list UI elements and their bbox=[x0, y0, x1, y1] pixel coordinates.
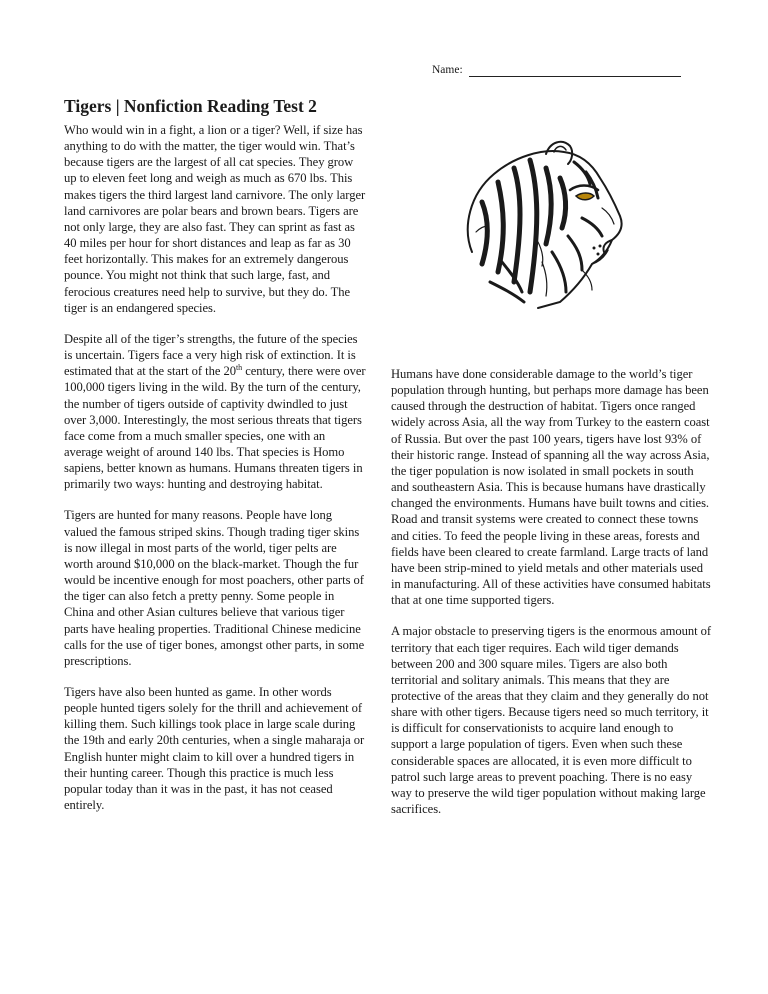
tiger-illustration-icon bbox=[442, 132, 628, 318]
paragraph-territory: A major obstacle to preserving tigers is the enormous amount of territory that each tiger requires. Each wild tiger demands between 200 and 300 square miles. Tigers are also both territorial and solitary animals. This means that they are protective of the areas that they claim and they generally do not share with other tigers. Because tigers need so much territory, it is difficult for conservationists to acquire land enough to support a large population of tigers. Even when such these considerable spaces are allocated, it is even more difficult to patrol such large areas to prevent poaching. There is no easy way to preserve the wild tiger population without making large sacrifices. bbox=[391, 624, 712, 817]
paragraph-threats: Despite all of the tiger’s strengths, the future of the species is uncertain. Tigers face a very high risk of extinction. It is estimated that at the start of the 20th century, there were over 100,000 tigers living in the wild. By the turn of the century, the number of tigers outside of captivity dwindled to just over 3,000. Interestingly, the most serious threats that tigers face come from a much smaller species, one with an average weight of around 140 lbs. That species is Homo sapiens, better known as humans. Humans threaten tigers in primarily two ways: hunting and destroying habitat. bbox=[64, 331, 366, 492]
left-column bbox=[64, 122, 366, 813]
paragraph-hunting: Tigers are hunted for many reasons. People have long valued the famous striped skins. Though trading tiger skins is now illegal in most parts of the world, tiger pelts are worth around $10,000 on the black-market. Though the fur would be incentive enough for most poachers, other parts of the tiger can also fetch a pretty penny. Some people in China and other Asian cultures believe that various tiger parts have healing properties. Traditional Chinese medicine calls for the use of tiger bones, amongst other parts, in some prescriptions. bbox=[64, 508, 365, 668]
name-field-row bbox=[432, 63, 681, 77]
paragraph-game-hunting: Tigers have also been hunted as game. In other words people hunted tigers solely for the thrill and achievement of killing them. Such killings took place in large scale during the 19th and early 20th centuries, when a single maharaja or English hunter might claim to kill over a hundred tigers in their hunting career. Though this practice is much less popular today than it was in the past, it has not ceased entirely. bbox=[64, 685, 365, 813]
paragraph-habitat: Humans have done considerable damage to the world’s tiger population through hunting, but perhaps more damage has been caused through the destruction of habitat. Tigers once ranged widely across Asia, all the way from Turkey to the eastern coast of Russia. But over the past 100 years, tigers have lost 93% of their historic range. Instead of spanning all the way across Asia, the tiger population is now isolated in small pockets in south and southeastern Asia. This is because humans have drastically changed the environments. Humans have built towns and cities. Road and transit systems were created to connect these towns and cities. To feed the people living in these areas, forests and fields have been cleared to create farmland. Large tracts of land have been strip-mined to yield metals and other materials used in manufacturing. All of these activities have consumed habitats that at one time supported tigers. bbox=[391, 367, 711, 608]
name-label: Name: bbox=[432, 64, 463, 76]
paragraph-intro: Who would win in a fight, a lion or a tiger? Well, if size has anything to do with the matter, the tiger would win. That’s because tigers are the largest of all cat species. They grow up to eleven feet long and weigh as much as 670 lbs. This makes tigers the third largest land carnivore. The only larger land carnivores are polar bears and brown bears. Tigers are not only large, they are also fast. They can sprint as fast as 40 miles per hour for short distances and leap as far as 30 feet horizontally. This makes for an extremely dangerous pounce. You might not think that such large, fast, and ferocious creatures need help to survive, but they do. The tiger is an endangered species. bbox=[64, 123, 366, 315]
right-column bbox=[391, 366, 713, 817]
page-title: Tigers | Nonfiction Reading Test 2 bbox=[64, 96, 317, 116]
name-blank-line[interactable] bbox=[469, 64, 681, 77]
